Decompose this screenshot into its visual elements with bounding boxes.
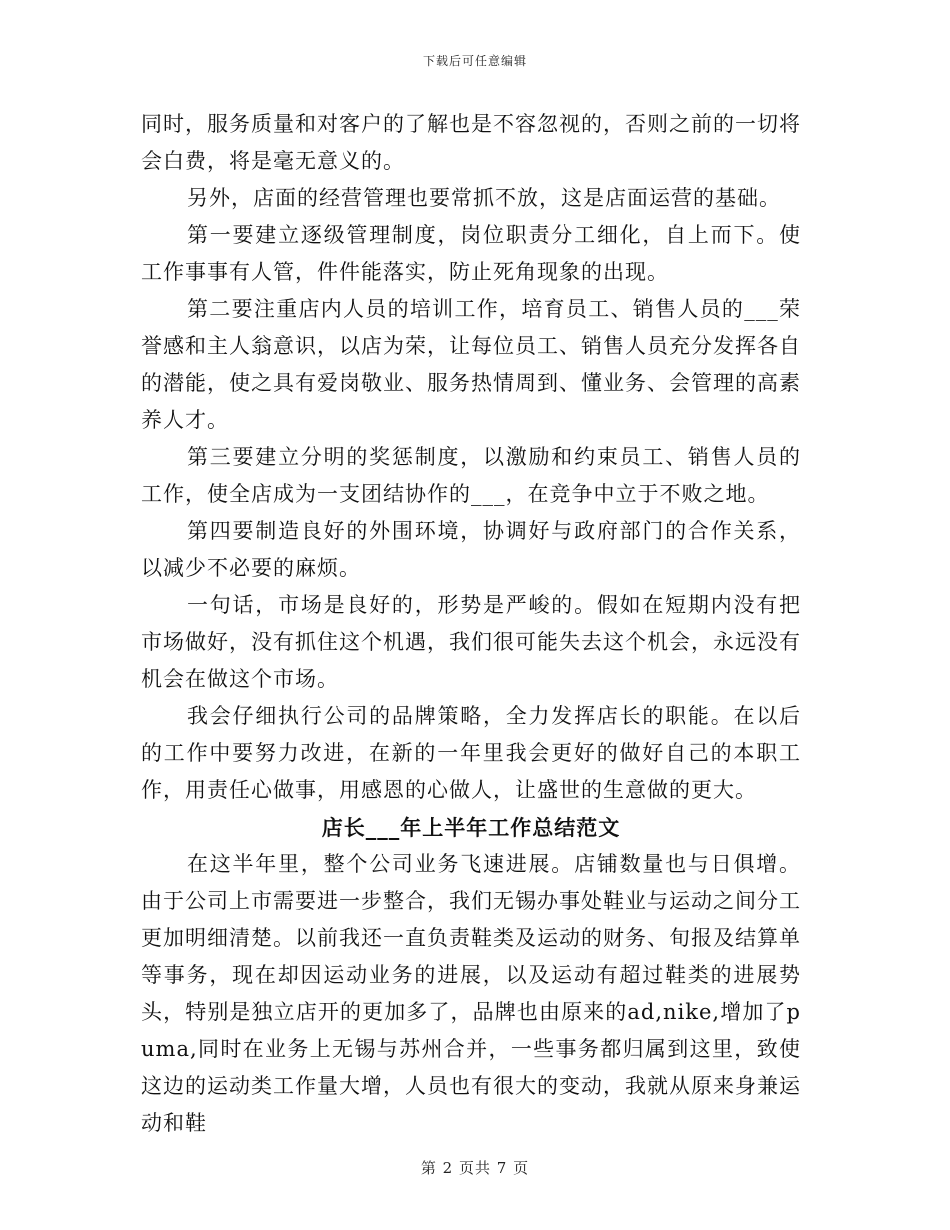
paragraph: 第四要制造良好的外围环境，协调好与政府部门的合作关系，以减少不必要的麻烦。: [141, 519, 801, 580]
paragraph: 我会仔细执行公司的品牌策略，全力发挥店长的职能。在以后的工作中要努力改进，在新的一年里我会更好的做好自己的本职工作，用责任心做事，用感恩的心做人，让盛世的生意做的更大。: [141, 704, 801, 802]
section-title: 店长___年上半年工作总结范文: [321, 815, 621, 840]
page-footer: 第 2 页共 7 页: [420, 1159, 530, 1177]
paragraph-continuation: 同时，服务质量和对客户的了解也是不容忽视的，否则之前的一切将会白费，将是毫无意义的。: [141, 112, 801, 173]
paragraph: 另外，店面的经营管理也要常抓不放，这是店面运营的基础。: [187, 186, 781, 210]
paragraph: 第一要建立逐级管理制度，岗位职责分工细化，自上而下。使工作事事有人管，件件能落实，防止死角现象的出现。: [141, 223, 801, 284]
paragraph: 第二要注重店内人员的培训工作，培育员工、销售人员的___荣誉感和主人翁意识，以店为荣，让每位员工、销售人员充分发挥各自的潜能，使之具有爱岗敬业、服务热情周到、懂业务、会管理的高素养人才。: [141, 297, 801, 432]
paragraph: 第三要建立分明的奖惩制度，以激励和约束员工、销售人员的工作，使全店成为一支团结协作的___，在竞争中立于不败之地。: [141, 445, 801, 506]
section-paragraph: 在这半年里，整个公司业务飞速进展。店铺数量也与日俱增。由于公司上市需要进一步整合，我们无锡办事处鞋业与运动之间分工更加明细清楚。以前我还一直负责鞋类及运动的财务、旬报及结算单等事务，现在却因运动业务的进展，以及运动有超过鞋类的进展势头，特别是独立店开的更加多了，品牌也由原来的ad,nike,增加了puma,同时在业务上无锡与苏州合并，一些事务都归属到这里，致使这边的运动类工作量大增，人员也有很大的变动，我就从原来身兼运动和鞋: [141, 852, 801, 1135]
page-header: 下载后可任意编辑: [422, 54, 527, 68]
document-body: [141, 106, 801, 1142]
paragraph: 一句话，市场是良好的，形势是严峻的。假如在短期内没有把市场做好，没有抓住这个机遇，我们很可能失去这个机会，永远没有机会在做这个市场。: [141, 593, 801, 691]
